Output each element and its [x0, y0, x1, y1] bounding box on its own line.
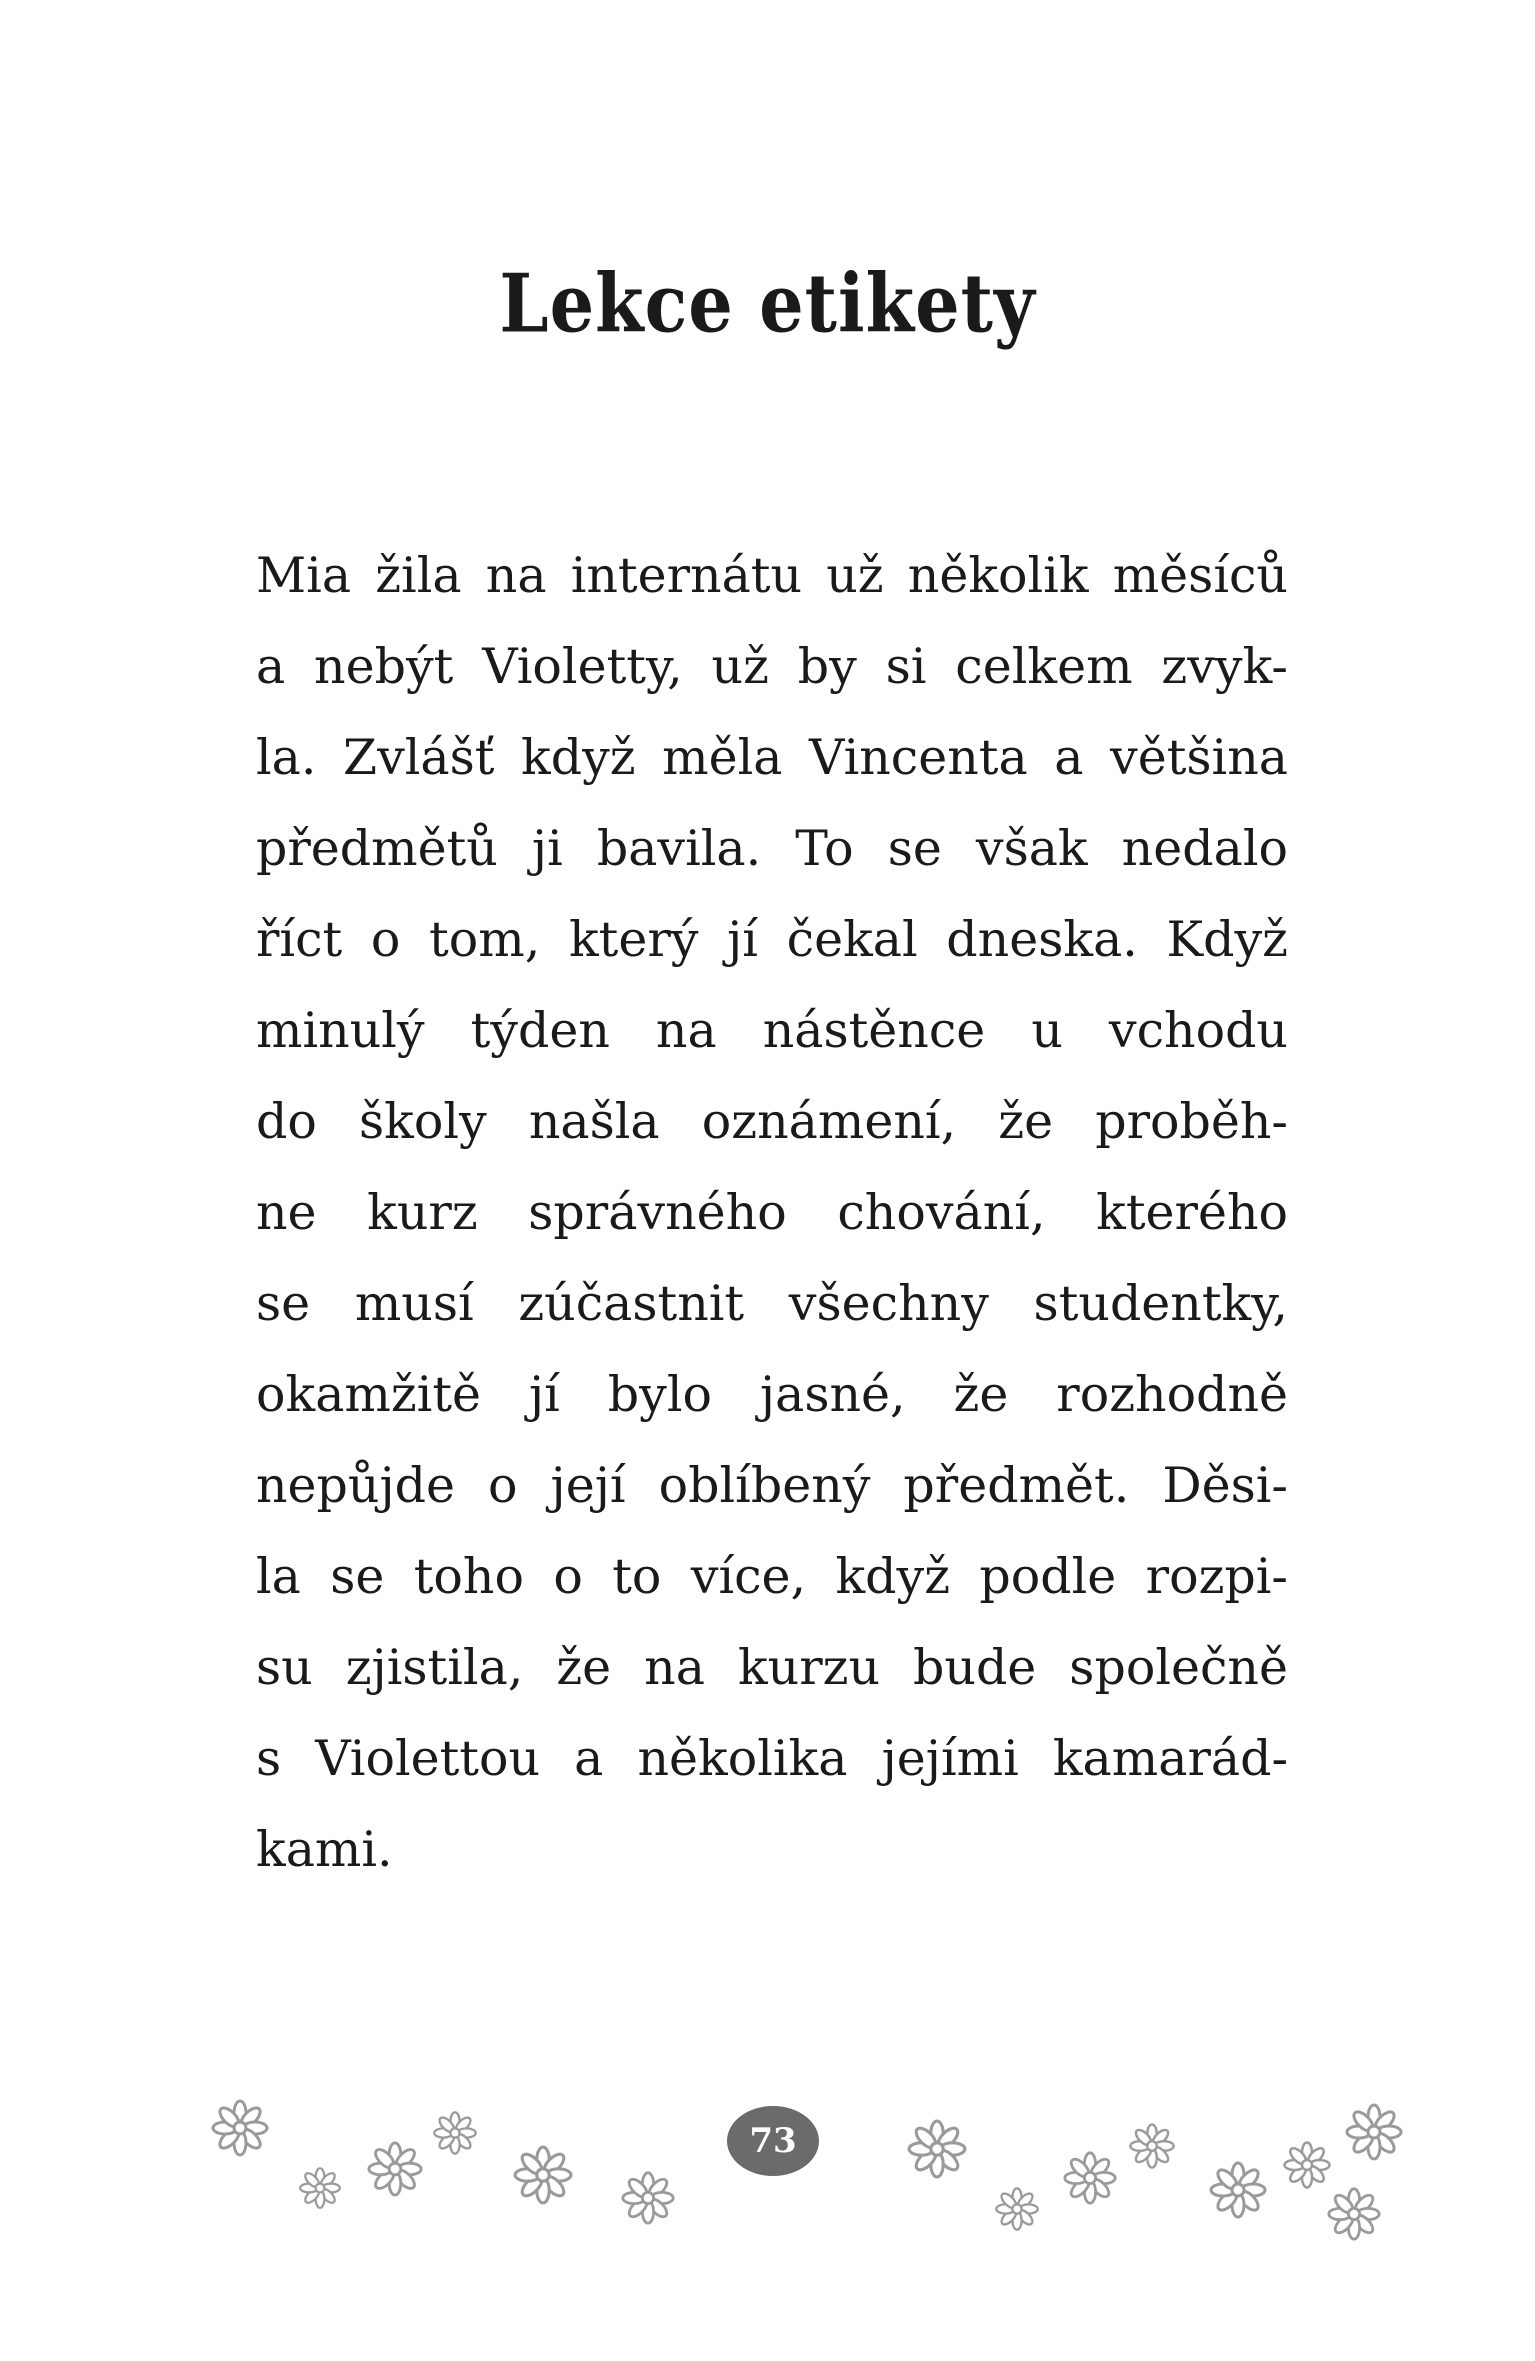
text-line: Mia žila na internátu už několik měsíců: [256, 547, 1288, 604]
text-line: la se toho o to více, když podle rozpi-: [256, 1548, 1288, 1605]
flower-icon: [210, 2098, 270, 2158]
flower-icon: [512, 2144, 574, 2206]
flower-icon: [994, 2186, 1040, 2232]
flower-icon: [1344, 2102, 1404, 2162]
text-line: kami.: [256, 1821, 393, 1878]
flower-icon: [1062, 2150, 1118, 2206]
text-line: s Violettou a několika jejími kamarád-: [256, 1730, 1288, 1787]
chapter-title: Lekce etikety: [499, 255, 1036, 352]
text-line: su zjistila, že na kurzu bude společně: [256, 1639, 1288, 1696]
flower-icon: [620, 2170, 676, 2226]
flower-icon: [1282, 2140, 1332, 2190]
flower-icon: [1326, 2186, 1382, 2242]
flower-icon: [432, 2110, 478, 2156]
flower-icon: [906, 2118, 968, 2180]
text-line: nepůjde o její oblíbený předmět. Děsi-: [256, 1457, 1288, 1514]
text-line: do školy našla oznámení, že proběh-: [256, 1093, 1288, 1150]
chapter-body: [256, 530, 1288, 1895]
text-line: se musí zúčastnit všechny studentky,: [256, 1275, 1288, 1332]
text-line: říct o tom, který jí čekal dneska. Když: [256, 911, 1288, 968]
flower-icon: [1128, 2122, 1176, 2170]
flower-icon: [298, 2166, 342, 2210]
text-line: ne kurz správného chování, kterého: [256, 1184, 1288, 1241]
page-number: 73: [749, 2121, 797, 2161]
page-number-badge: [727, 2106, 819, 2176]
text-line: minulý týden na nástěnce u vchodu: [256, 1002, 1288, 1059]
flower-icon: [366, 2140, 424, 2198]
text-line: a nebýt Violetty, už by si celkem zvyk-: [256, 638, 1288, 695]
text-line: předmětů ji bavila. To se však nedalo: [256, 820, 1288, 877]
text-line: okamžitě jí bylo jasné, že rozhodně: [256, 1366, 1288, 1423]
flower-icon: [1208, 2160, 1268, 2220]
text-line: la. Zvlášť když měla Vincenta a většina: [256, 729, 1288, 786]
